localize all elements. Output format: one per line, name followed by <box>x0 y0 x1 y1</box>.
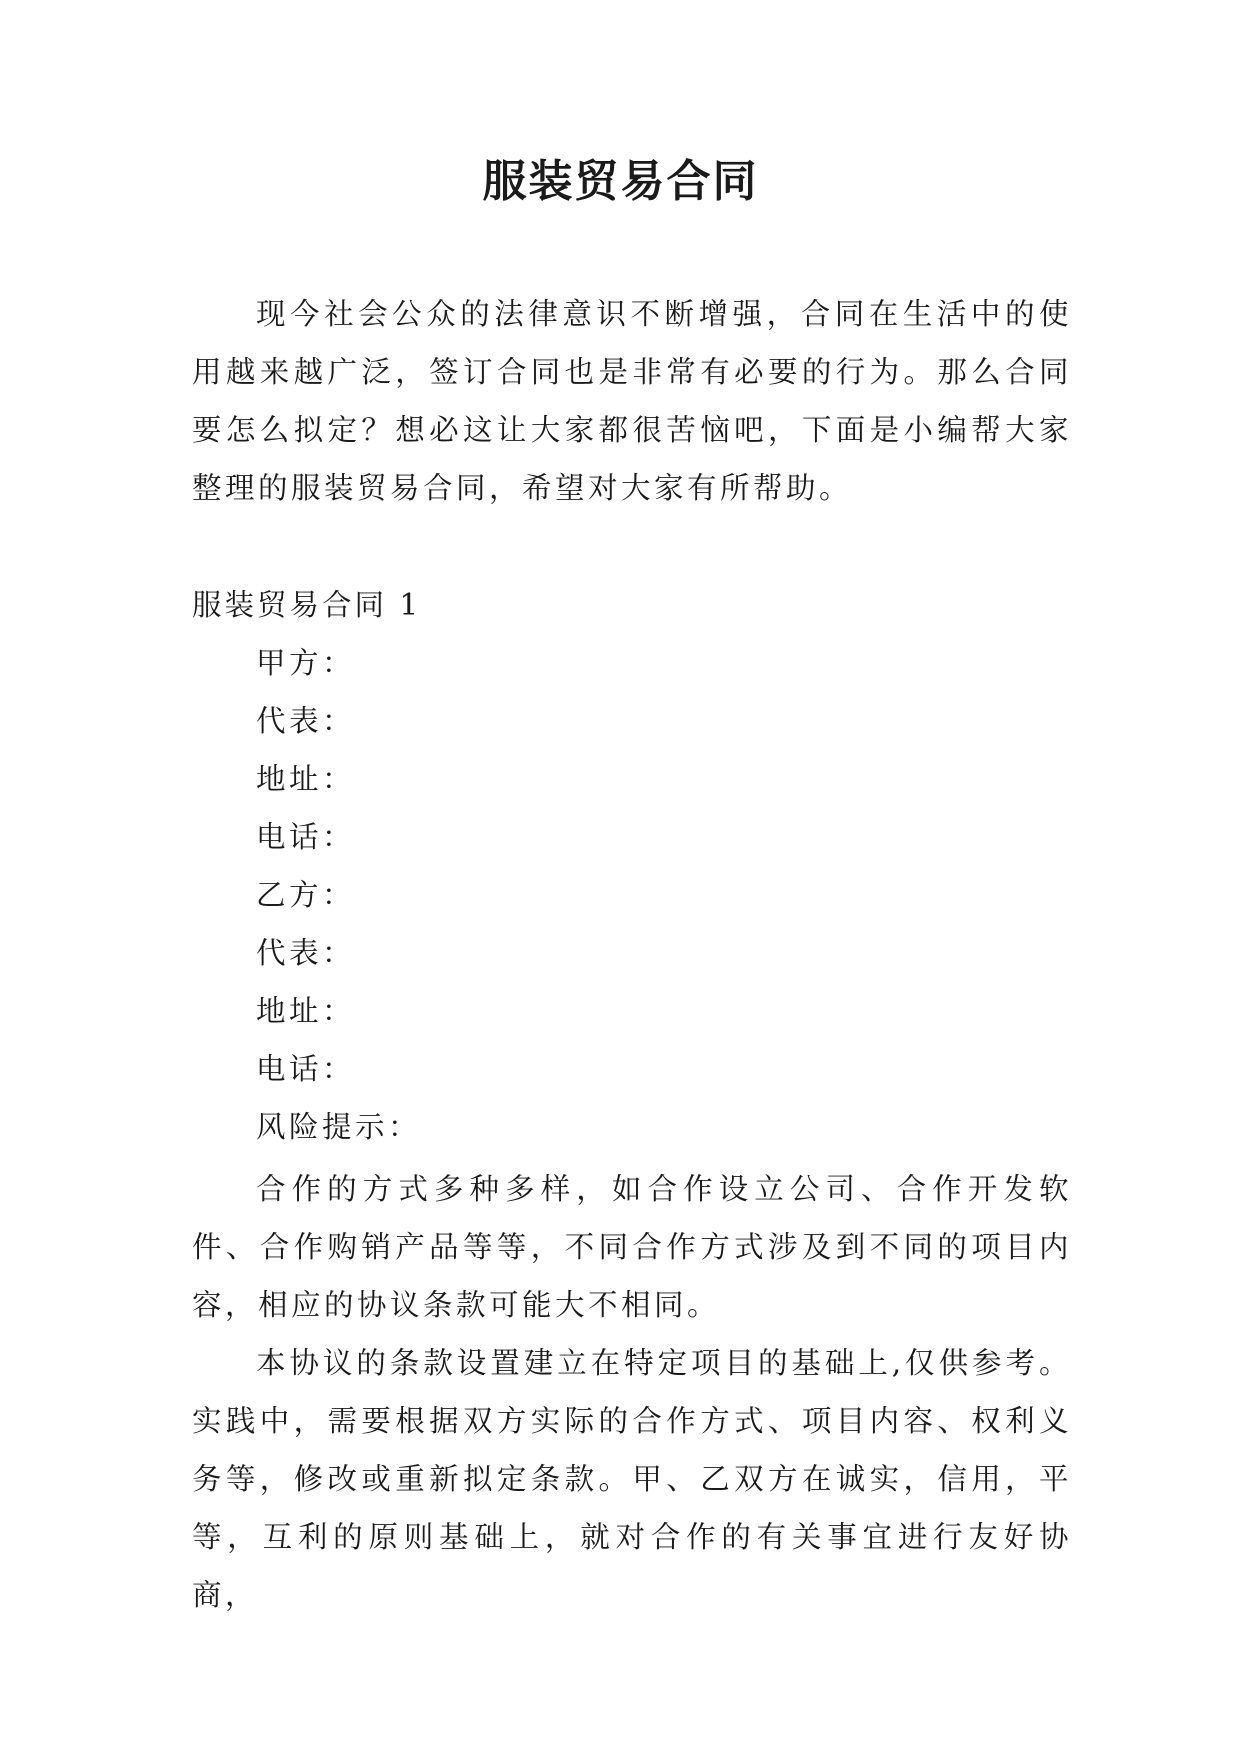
field-party-b-representative: 代表： <box>256 936 356 970</box>
document-title: 服装贸易合同 <box>482 156 759 207</box>
paragraph-cooperation-methods: 合作的方式多种多样，如合作设立公司、合作开发软件、合作购销产品等等，不同合作方式涉及到不同的项目内容，相应的协议条款可能大不相同。 <box>192 1172 1072 1322</box>
field-party-a-phone: 电话： <box>256 820 356 854</box>
field-risk-notice: 风险提示： <box>256 1110 422 1144</box>
field-party-b-phone: 电话： <box>256 1052 356 1086</box>
intro-paragraph: 现今社会公众的法律意识不断增强，合同在生活中的使用越来越广泛，签订合同也是非常有必要的行为。那么合同要怎么拟定？想必这让大家都很苦恼吧，下面是小编帮大家整理的服装贸易合同，希望对大家有所帮助。 <box>192 297 1072 505</box>
intro-block <box>192 285 1072 517</box>
paragraph-agreement-terms: 本协议的条款设置建立在特定项目的基础上,仅供参考。实践中，需要根据双方实际的合作方式、项目内容、权利义务等，修改或重新拟定条款。甲、乙双方在诚实，信用，平等，互利的原则基础上，就对合作的有关事宜进行友好协商， <box>192 1346 1072 1612</box>
body-paragraphs <box>192 1160 1072 1624</box>
field-party-a-representative: 代表： <box>256 704 356 738</box>
field-party-b-address: 地址： <box>256 994 356 1028</box>
field-party-a-address: 地址： <box>256 762 356 796</box>
field-party-b: 乙方： <box>256 878 356 912</box>
field-party-a: 甲方： <box>256 646 356 680</box>
section-heading: 服装贸易合同 1 <box>192 588 422 622</box>
party-fields <box>256 634 421 1156</box>
